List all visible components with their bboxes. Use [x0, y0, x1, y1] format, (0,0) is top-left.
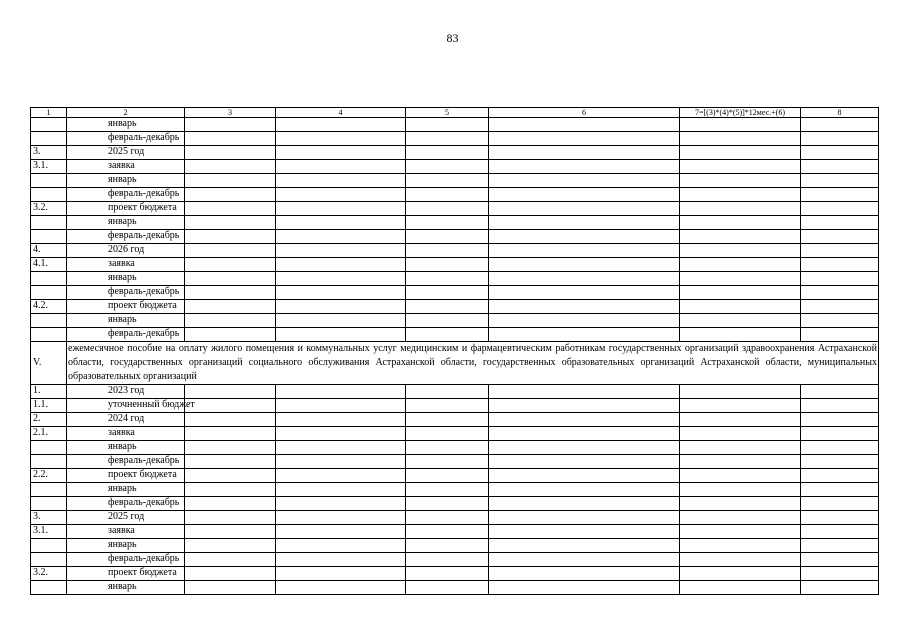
- value-cell: [489, 202, 680, 216]
- row-number-cell: [31, 188, 67, 202]
- value-cell: [489, 258, 680, 272]
- value-cell: [406, 300, 489, 314]
- value-cell: [801, 314, 879, 328]
- row-label-cell: февраль-декабрь: [67, 553, 185, 567]
- value-cell: [801, 160, 879, 174]
- value-cell: [680, 286, 801, 300]
- value-cell: [801, 188, 879, 202]
- value-cell: [489, 539, 680, 553]
- value-cell: [406, 539, 489, 553]
- value-cell: [801, 413, 879, 427]
- table-row: [31, 272, 879, 286]
- row-number-cell: [31, 118, 67, 132]
- value-cell: [680, 567, 801, 581]
- value-cell: [801, 525, 879, 539]
- row-number-cell: 2.2.: [31, 469, 67, 483]
- row-label-cell: 2023 год: [67, 385, 185, 399]
- value-cell: [406, 567, 489, 581]
- table-row: [31, 118, 879, 132]
- table-row: [31, 455, 879, 469]
- header-cell: 3: [185, 108, 276, 118]
- value-cell: [801, 146, 879, 160]
- table-row: [31, 216, 879, 230]
- table-row: [31, 286, 879, 300]
- row-number-cell: 3.2.: [31, 202, 67, 216]
- row-label-cell: январь: [67, 216, 185, 230]
- value-cell: [185, 118, 276, 132]
- value-cell: [276, 427, 406, 441]
- value-cell: [276, 216, 406, 230]
- header-cell: 6: [489, 108, 680, 118]
- value-cell: [406, 188, 489, 202]
- table-body: [31, 108, 879, 595]
- table-row: [31, 230, 879, 244]
- row-number-cell: 4.: [31, 244, 67, 258]
- value-cell: [489, 567, 680, 581]
- value-cell: [489, 469, 680, 483]
- value-cell: [680, 441, 801, 455]
- value-cell: [406, 244, 489, 258]
- value-cell: [489, 300, 680, 314]
- row-number-cell: 4.1.: [31, 258, 67, 272]
- value-cell: [185, 399, 276, 413]
- value-cell: [680, 581, 801, 595]
- table-row: [31, 525, 879, 539]
- table-row: [31, 188, 879, 202]
- value-cell: [489, 413, 680, 427]
- table-row: [31, 244, 879, 258]
- value-cell: [801, 539, 879, 553]
- value-cell: [489, 455, 680, 469]
- value-cell: [680, 455, 801, 469]
- value-cell: [489, 441, 680, 455]
- table-row: [31, 511, 879, 525]
- value-cell: [276, 497, 406, 511]
- value-cell: [680, 539, 801, 553]
- value-cell: [680, 497, 801, 511]
- value-cell: [489, 328, 680, 342]
- value-cell: [801, 202, 879, 216]
- row-number-cell: [31, 497, 67, 511]
- row-label-cell: проект бюджета: [67, 567, 185, 581]
- value-cell: [406, 385, 489, 399]
- value-cell: [406, 483, 489, 497]
- value-cell: [801, 272, 879, 286]
- value-cell: [680, 216, 801, 230]
- row-number-cell: [31, 286, 67, 300]
- row-label-cell: январь: [67, 174, 185, 188]
- row-label-cell: проект бюджета: [67, 202, 185, 216]
- value-cell: [406, 146, 489, 160]
- value-cell: [276, 469, 406, 483]
- row-label-cell: февраль-декабрь: [67, 188, 185, 202]
- value-cell: [185, 216, 276, 230]
- value-cell: [185, 427, 276, 441]
- value-cell: [801, 581, 879, 595]
- value-cell: [276, 525, 406, 539]
- row-label-cell: январь: [67, 483, 185, 497]
- value-cell: [185, 581, 276, 595]
- header-cell: 5: [406, 108, 489, 118]
- row-label-cell: уточненный бюджет: [67, 399, 185, 413]
- value-cell: [406, 216, 489, 230]
- value-cell: [801, 286, 879, 300]
- value-cell: [406, 553, 489, 567]
- value-cell: [406, 160, 489, 174]
- row-number-cell: [31, 441, 67, 455]
- row-label-cell: заявка: [67, 427, 185, 441]
- value-cell: [680, 328, 801, 342]
- value-cell: [276, 553, 406, 567]
- value-cell: [489, 511, 680, 525]
- value-cell: [185, 497, 276, 511]
- value-cell: [406, 314, 489, 328]
- value-cell: [680, 525, 801, 539]
- value-cell: [801, 497, 879, 511]
- header-cell: 4: [276, 108, 406, 118]
- table-row: [31, 399, 879, 413]
- table-row: [31, 483, 879, 497]
- value-cell: [489, 146, 680, 160]
- header-cell: 2: [67, 108, 185, 118]
- value-cell: [680, 413, 801, 427]
- table-row: [31, 160, 879, 174]
- value-cell: [801, 511, 879, 525]
- value-cell: [185, 146, 276, 160]
- table-row: [31, 146, 879, 160]
- value-cell: [489, 525, 680, 539]
- row-number-cell: [31, 230, 67, 244]
- row-label-cell: февраль-декабрь: [67, 455, 185, 469]
- value-cell: [680, 553, 801, 567]
- header-cell: 1: [31, 108, 67, 118]
- value-cell: [185, 553, 276, 567]
- value-cell: [801, 230, 879, 244]
- row-label-cell: январь: [67, 441, 185, 455]
- value-cell: [276, 132, 406, 146]
- value-cell: [185, 511, 276, 525]
- row-label-cell: заявка: [67, 160, 185, 174]
- row-label-cell: январь: [67, 539, 185, 553]
- row-number-cell: [31, 174, 67, 188]
- value-cell: [801, 427, 879, 441]
- value-cell: [406, 118, 489, 132]
- value-cell: [185, 567, 276, 581]
- row-label-cell: февраль-декабрь: [67, 230, 185, 244]
- row-label-cell: 2025 год: [67, 511, 185, 525]
- row-number-cell: [31, 132, 67, 146]
- row-label-cell: 2025 год: [67, 146, 185, 160]
- value-cell: [489, 497, 680, 511]
- value-cell: [185, 286, 276, 300]
- value-cell: [276, 174, 406, 188]
- value-cell: [801, 258, 879, 272]
- value-cell: [489, 483, 680, 497]
- value-cell: [276, 146, 406, 160]
- row-number-cell: 3.1.: [31, 160, 67, 174]
- row-number-cell: [31, 272, 67, 286]
- value-cell: [185, 160, 276, 174]
- section-number: V.: [31, 342, 67, 385]
- row-number-cell: [31, 216, 67, 230]
- value-cell: [801, 567, 879, 581]
- value-cell: [406, 413, 489, 427]
- row-number-cell: 4.2.: [31, 300, 67, 314]
- header-cell: 7=[(3)*(4)*(5)]*12мес.+(6): [680, 108, 801, 118]
- value-cell: [406, 511, 489, 525]
- row-number-cell: [31, 328, 67, 342]
- value-cell: [276, 539, 406, 553]
- value-cell: [801, 174, 879, 188]
- value-cell: [185, 525, 276, 539]
- value-cell: [680, 272, 801, 286]
- row-number-cell: [31, 553, 67, 567]
- value-cell: [801, 469, 879, 483]
- row-label-cell: февраль-декабрь: [67, 328, 185, 342]
- value-cell: [276, 230, 406, 244]
- value-cell: [276, 244, 406, 258]
- value-cell: [680, 385, 801, 399]
- row-number-cell: [31, 483, 67, 497]
- section-row: [31, 342, 879, 385]
- row-label-cell: январь: [67, 118, 185, 132]
- value-cell: [489, 118, 680, 132]
- value-cell: [680, 314, 801, 328]
- value-cell: [185, 314, 276, 328]
- value-cell: [801, 553, 879, 567]
- value-cell: [185, 413, 276, 427]
- table-row: [31, 314, 879, 328]
- value-cell: [680, 146, 801, 160]
- value-cell: [680, 483, 801, 497]
- row-number-cell: [31, 581, 67, 595]
- value-cell: [801, 441, 879, 455]
- value-cell: [185, 385, 276, 399]
- value-cell: [276, 455, 406, 469]
- row-label-cell: заявка: [67, 525, 185, 539]
- value-cell: [185, 132, 276, 146]
- value-cell: [276, 286, 406, 300]
- table-row: [31, 132, 879, 146]
- row-label-cell: заявка: [67, 258, 185, 272]
- value-cell: [489, 314, 680, 328]
- value-cell: [801, 132, 879, 146]
- row-number-cell: 1.1.: [31, 399, 67, 413]
- value-cell: [801, 483, 879, 497]
- value-cell: [489, 553, 680, 567]
- value-cell: [276, 188, 406, 202]
- value-cell: [185, 174, 276, 188]
- value-cell: [680, 174, 801, 188]
- table-row: [31, 174, 879, 188]
- value-cell: [489, 174, 680, 188]
- row-number-cell: [31, 455, 67, 469]
- value-cell: [489, 244, 680, 258]
- value-cell: [185, 230, 276, 244]
- value-cell: [185, 244, 276, 258]
- value-cell: [406, 441, 489, 455]
- row-number-cell: 1.: [31, 385, 67, 399]
- value-cell: [489, 399, 680, 413]
- value-cell: [680, 202, 801, 216]
- table-row: [31, 413, 879, 427]
- value-cell: [276, 385, 406, 399]
- value-cell: [801, 216, 879, 230]
- value-cell: [185, 258, 276, 272]
- value-cell: [406, 230, 489, 244]
- value-cell: [276, 483, 406, 497]
- row-label-cell: 2026 год: [67, 244, 185, 258]
- value-cell: [276, 202, 406, 216]
- value-cell: [276, 160, 406, 174]
- page-number: 83: [446, 31, 459, 45]
- value-cell: [489, 272, 680, 286]
- value-cell: [406, 202, 489, 216]
- value-cell: [680, 118, 801, 132]
- value-cell: [801, 385, 879, 399]
- value-cell: [185, 272, 276, 286]
- value-cell: [680, 132, 801, 146]
- value-cell: [406, 427, 489, 441]
- value-cell: [276, 511, 406, 525]
- value-cell: [276, 328, 406, 342]
- value-cell: [185, 469, 276, 483]
- row-number-cell: 2.: [31, 413, 67, 427]
- value-cell: [406, 399, 489, 413]
- value-cell: [489, 216, 680, 230]
- value-cell: [680, 244, 801, 258]
- header-row: [31, 108, 879, 118]
- row-label-cell: февраль-декабрь: [67, 132, 185, 146]
- row-number-cell: 3.: [31, 146, 67, 160]
- section-title: ежемесячное пособие на оплату жилого помещения и коммунальных услуг медицинским и фармацевтическим работникам государственных организаций здравоохранения Астраханской области, государственных организаций социального обслуживания Астраханской области, государственных образовательных организаций Астраханской области, муниципальных образовательных организаций: [67, 342, 879, 385]
- value-cell: [489, 286, 680, 300]
- value-cell: [185, 300, 276, 314]
- row-label-cell: проект бюджета: [67, 469, 185, 483]
- value-cell: [489, 385, 680, 399]
- value-cell: [406, 286, 489, 300]
- value-cell: [276, 567, 406, 581]
- value-cell: [276, 300, 406, 314]
- value-cell: [276, 441, 406, 455]
- row-label-cell: январь: [67, 581, 185, 595]
- value-cell: [801, 455, 879, 469]
- value-cell: [489, 160, 680, 174]
- value-cell: [185, 455, 276, 469]
- value-cell: [406, 328, 489, 342]
- table-row: [31, 553, 879, 567]
- value-cell: [276, 314, 406, 328]
- value-cell: [680, 469, 801, 483]
- value-cell: [406, 455, 489, 469]
- table-row: [31, 539, 879, 553]
- value-cell: [680, 160, 801, 174]
- value-cell: [406, 497, 489, 511]
- table-row: [31, 469, 879, 483]
- value-cell: [406, 469, 489, 483]
- value-cell: [276, 581, 406, 595]
- value-cell: [680, 188, 801, 202]
- value-cell: [801, 244, 879, 258]
- row-number-cell: [31, 314, 67, 328]
- value-cell: [276, 413, 406, 427]
- row-number-cell: 2.1.: [31, 427, 67, 441]
- value-cell: [276, 272, 406, 286]
- value-cell: [406, 581, 489, 595]
- table-row: [31, 202, 879, 216]
- value-cell: [406, 272, 489, 286]
- value-cell: [406, 525, 489, 539]
- row-label-cell: февраль-декабрь: [67, 286, 185, 300]
- value-cell: [489, 230, 680, 244]
- table-row: [31, 385, 879, 399]
- value-cell: [680, 399, 801, 413]
- table-row: [31, 328, 879, 342]
- value-cell: [680, 427, 801, 441]
- value-cell: [276, 399, 406, 413]
- row-label-cell: 2024 год: [67, 413, 185, 427]
- header-cell: 8: [801, 108, 879, 118]
- row-number-cell: 3.1.: [31, 525, 67, 539]
- value-cell: [489, 132, 680, 146]
- value-cell: [276, 258, 406, 272]
- value-cell: [801, 118, 879, 132]
- value-cell: [406, 132, 489, 146]
- value-cell: [680, 511, 801, 525]
- value-cell: [489, 581, 680, 595]
- row-number-cell: 3.2.: [31, 567, 67, 581]
- table-row: [31, 300, 879, 314]
- value-cell: [680, 230, 801, 244]
- value-cell: [801, 399, 879, 413]
- table-row: [31, 581, 879, 595]
- value-cell: [185, 328, 276, 342]
- row-number-cell: [31, 539, 67, 553]
- table-row: [31, 258, 879, 272]
- value-cell: [801, 300, 879, 314]
- row-label-cell: февраль-декабрь: [67, 497, 185, 511]
- row-label-cell: январь: [67, 272, 185, 286]
- value-cell: [406, 258, 489, 272]
- value-cell: [185, 188, 276, 202]
- row-label-cell: проект бюджета: [67, 300, 185, 314]
- value-cell: [185, 202, 276, 216]
- table-row: [31, 427, 879, 441]
- value-cell: [680, 300, 801, 314]
- value-cell: [185, 539, 276, 553]
- value-cell: [185, 441, 276, 455]
- value-cell: [489, 427, 680, 441]
- budget-table: [30, 107, 879, 595]
- table-row: [31, 441, 879, 455]
- value-cell: [801, 328, 879, 342]
- table-row: [31, 567, 879, 581]
- value-cell: [406, 174, 489, 188]
- value-cell: [185, 483, 276, 497]
- row-label-cell: январь: [67, 314, 185, 328]
- value-cell: [489, 188, 680, 202]
- value-cell: [680, 258, 801, 272]
- value-cell: [276, 118, 406, 132]
- row-number-cell: 3.: [31, 511, 67, 525]
- table-row: [31, 497, 879, 511]
